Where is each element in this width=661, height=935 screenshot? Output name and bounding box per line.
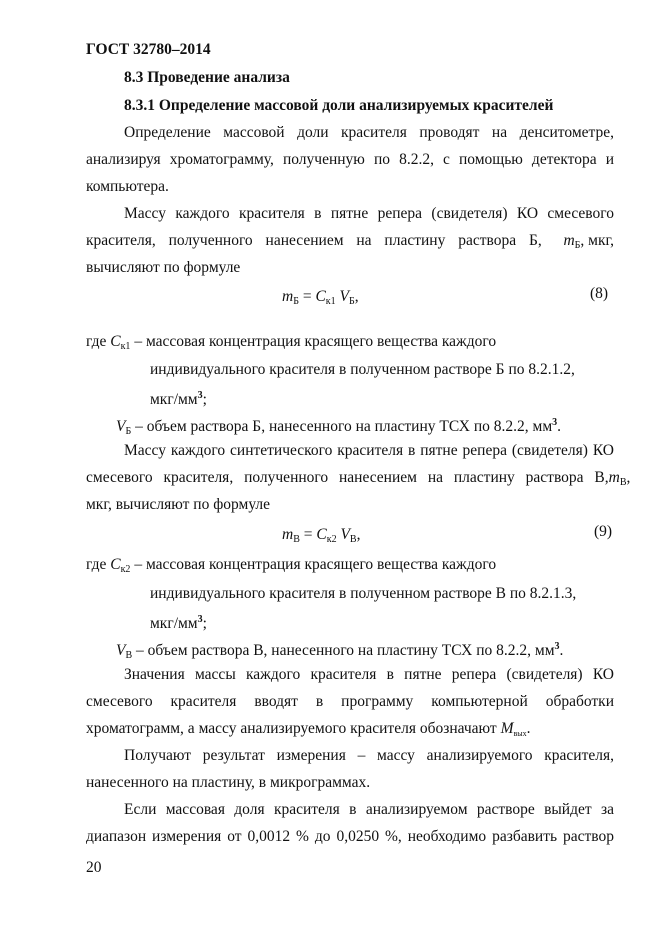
para1-line2: анализируя хроматограмму, полученную по 8.2.2, с помощью детектора и [86, 151, 614, 168]
para4-line3-end: . [526, 720, 531, 737]
where9-volume-sub: В [125, 650, 133, 661]
para3-line1: Массу каждого синтетического красителя в пятне репера (свидетеля) КО [124, 442, 614, 459]
where8-unit-end: ; [202, 391, 207, 408]
formula8-c: C [315, 288, 326, 305]
where8-line3 [150, 386, 207, 410]
where9-line1 [86, 555, 496, 580]
where8-volume-desc: – объем раствора Б, нанесенного на пластину ТСХ по 8.2.2, мм [131, 418, 553, 435]
formula9-v-sub: В [349, 534, 357, 545]
formula8-lhs-sub: Б [293, 296, 299, 307]
para6-line1: Если массовая доля красителя в анализируемом растворе выйдет за [124, 801, 614, 818]
formula-9 [282, 525, 360, 550]
para2-line2 [86, 231, 614, 256]
para3-mass-subscript: В [619, 477, 627, 488]
mass-subscript: Б [574, 240, 581, 251]
formula8-v: V [339, 288, 349, 305]
where8-unit: мкг/мм [150, 391, 198, 408]
where8-symbol: C [110, 333, 121, 350]
para3-line2 [86, 468, 631, 493]
where8-unit-sup: 3 [197, 390, 203, 401]
para3-mass-symbol: m [608, 469, 620, 486]
where9-unit-sup: 3 [197, 614, 203, 625]
where8-volume-sub: Б [125, 426, 132, 437]
para5-line1: Получают результат измерения – массу анализируемого красителя, [124, 747, 614, 764]
para3-line2-end: , [626, 469, 631, 486]
para3-line2-text: смесевого красителя, полученного нанесением на пластину раствора В, [86, 469, 609, 486]
where8-volume-symbol: V [116, 418, 126, 435]
para2-line2-text: красителя, полученного нанесением на пластину раствора Б, [86, 232, 542, 249]
formula9-lhs-sub: В [293, 534, 300, 545]
para2-line2-unit: , мкг, [580, 232, 614, 249]
formula8-number: (8) [590, 285, 609, 302]
where8-volume-sup: 3 [552, 417, 558, 428]
para4-line3 [86, 719, 531, 744]
para6-line2: диапазон измерения от 0,0012 % до 0,0250 %, необходимо разбавить раствор [86, 828, 614, 845]
para4-line2: смесевого красителя вводят в программу компьютерной обработки [86, 693, 614, 710]
formula8-c-sub: к1 [325, 296, 336, 307]
para2-line3: вычисляют по формуле [86, 259, 241, 276]
where8-symbol-sub: к1 [120, 341, 131, 352]
where9-line3 [150, 610, 207, 634]
output-mass-symbol: M [500, 720, 514, 737]
formula9-eq: = [299, 526, 317, 543]
formula8-tail: , [354, 288, 359, 305]
where9-volume-desc: – объем раствора В, нанесенного на пластину ТСХ по 8.2.2, мм [132, 642, 555, 659]
para3-line3: мкг, вычисляют по формуле [86, 496, 271, 513]
where8-volume-end: . [557, 418, 562, 435]
para2-line1: Массу каждого красителя в пятне репера (свидетеля) КО смесевого [124, 205, 614, 222]
where9-volume-sup: 3 [554, 641, 560, 652]
where8-line2: индивидуального красителя в полученном растворе Б по 8.2.1.2, [150, 361, 575, 378]
para4-line1: Значения массы каждого красителя в пятне репера (свидетеля) КО [124, 666, 614, 683]
where9-unit: мкг/мм [150, 615, 198, 632]
document-code: ГОСТ 32780–2014 [86, 41, 211, 58]
formula9-c: C [316, 526, 327, 543]
where8-desc1: – массовая концентрация красящего вещества каждого [130, 333, 497, 350]
where9-desc1: – массовая концентрация красящего вещества каждого [130, 556, 497, 573]
output-mass-subscript: вых [513, 729, 527, 738]
mass-symbol: m [563, 232, 575, 249]
formula9-v: V [340, 526, 350, 543]
para5-line2: нанесенного на пластину, в микрограммах. [86, 774, 371, 791]
para2-line2-symbol [563, 231, 614, 256]
para3-line2-symbol [609, 468, 631, 493]
where9-unit-end: ; [202, 615, 207, 632]
page-number: 20 [86, 859, 102, 876]
where9-symbol-sub: к2 [120, 564, 131, 575]
formula9-tail: , [356, 526, 361, 543]
para1-line3: компьютера. [86, 178, 169, 195]
para4-line3-text: хроматограмм, а массу анализируемого красителя обозначают [86, 720, 501, 737]
where9-symbol: C [110, 556, 121, 573]
subsection-title: 8.3.1 Определение массовой доли анализируемых красителей [124, 97, 554, 114]
where8-volume-line [116, 413, 561, 442]
formula9-c-sub: к2 [326, 534, 337, 545]
where9-volume-symbol: V [116, 642, 126, 659]
where9-volume-line [116, 637, 563, 666]
formula8-lhs: m [282, 288, 294, 305]
formula9-lhs: m [282, 526, 294, 543]
para1-line1: Определение массовой доли красителя проводят на денситометре, [124, 124, 614, 141]
where9-line2: индивидуального красителя в полученном растворе В по 8.2.1.3, [150, 585, 577, 602]
formula8-v-sub: Б [349, 296, 355, 307]
formula8-eq: = [298, 288, 316, 305]
formula9-number: (9) [594, 523, 613, 540]
where8-prefix: где [86, 333, 107, 350]
formula-8 [282, 287, 359, 312]
where9-prefix: где [86, 556, 107, 573]
where8-line1 [86, 332, 496, 357]
section-title: 8.3 Проведение анализа [124, 69, 290, 86]
where9-volume-end: . [559, 642, 564, 659]
